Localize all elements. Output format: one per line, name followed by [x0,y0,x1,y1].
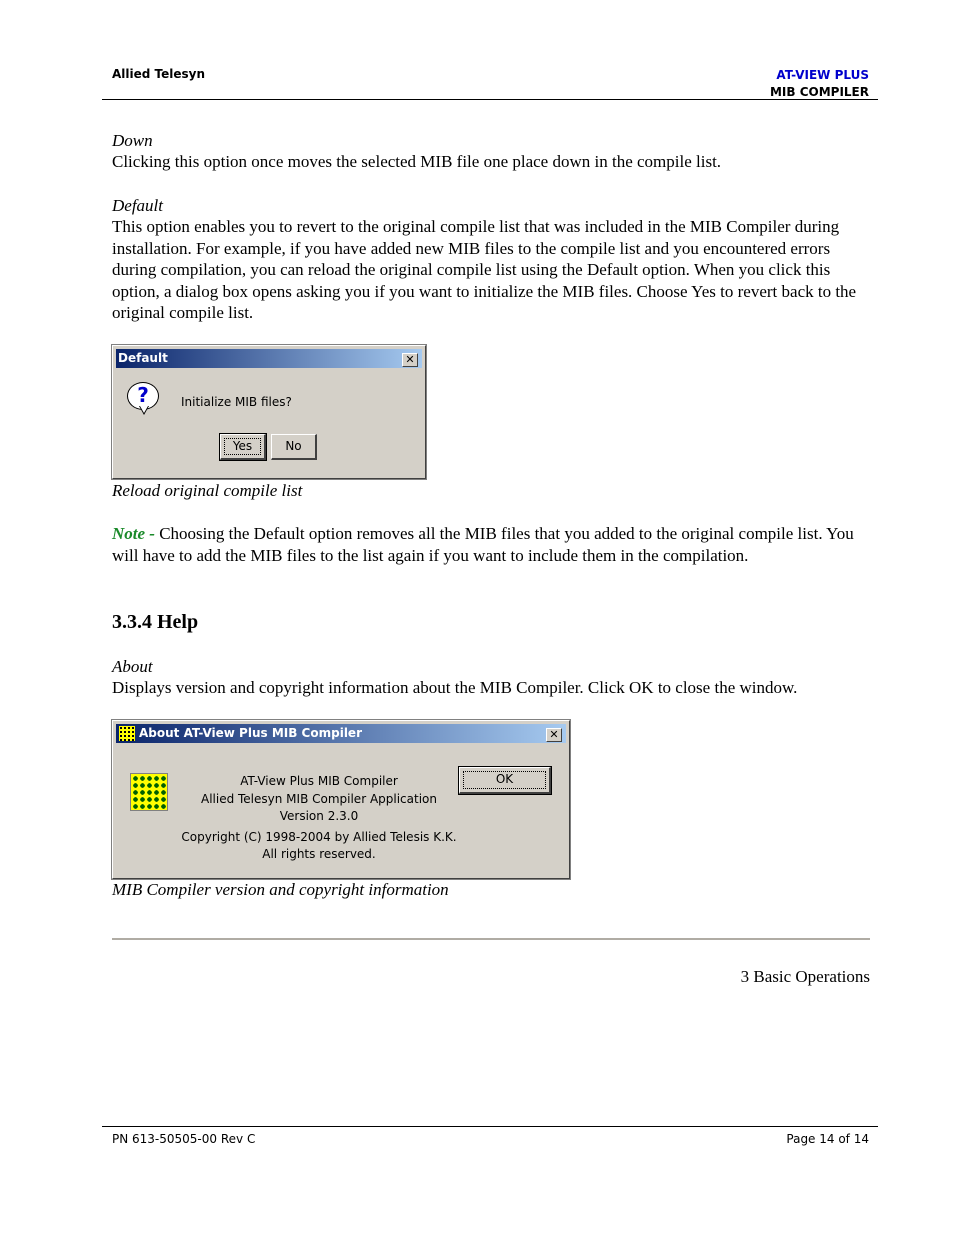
ok-button[interactable] [459,767,551,794]
down-title: Down [112,131,153,150]
about-dialog-title: About AT-View Plus MIB Compiler [139,726,362,740]
default-dialog-message: Initialize MIB files? [181,395,292,409]
part-number: PN 613-50505-00 Rev C [112,1132,256,1146]
about-dialog [112,720,570,879]
default-dialog-titlebar [116,349,422,368]
yes-label: Yes [232,439,253,453]
about-title: About [112,657,153,676]
header-product-line1: AT-VIEW PLUS [776,68,869,82]
close-icon[interactable]: ✕ [546,728,562,742]
default-title: Default [112,196,163,215]
page-number: Page 14 of 14 [786,1132,869,1146]
footer-section-name: 3 Basic Operations [740,967,870,986]
about-dialog-titlebar [116,724,566,743]
about-line5: All rights reserved. [262,847,376,861]
header-company: Allied Telesyn [112,67,206,81]
default-dialog-title: Default [118,351,168,365]
default-caption: Reload original compile list [112,481,303,500]
close-icon[interactable]: ✕ [402,353,418,367]
header-product-line2: MIB COMPILER [769,85,869,99]
question-icon [127,382,159,416]
ok-focus [463,771,546,789]
bottom-divider [102,1126,878,1127]
about-line2: Allied Telesyn MIB Compiler Application [200,791,437,806]
ok-label: OK [495,772,514,786]
question-glyph: ? [137,383,149,407]
header-divider [102,99,878,100]
no-button[interactable] [271,434,317,460]
footer-divider [112,938,870,940]
about-info [173,773,465,864]
default-dialog [112,345,426,479]
about-line3: Version 2.3.0 [279,809,359,823]
no-label: No [285,439,302,453]
about-line1: AT-View Plus MIB Compiler [240,774,398,788]
about-line4: Copyright (C) 1998-2004 by Allied Telesis K.K. [181,829,457,844]
yes-button[interactable] [220,434,266,460]
down-text: Clicking this option once moves the selected MIB file one place down in the compile list. [112,152,722,171]
default-text: This option enables you to revert to the original compile list that was included in the MIB Compiler during installation. For example, if you have added new MIB files to the compile list and you encountered errors during compilation, you can reload the original compile list using the Default option. When you click this option, a dialog box opens asking you if you want to initialize the MIB files. Choose Yes to revert back to the original compile list. [112,217,857,322]
help-heading: 3.3.4 Help [112,611,199,633]
about-caption: MIB Compiler version and copyright information [112,880,449,899]
note-label: Note - [112,524,155,543]
note-text: Choosing the Default option removes all the MIB files that you added to the original compile list. You will have to add the MIB files to the list again if you want to include them in the compilation. [112,524,854,565]
grid-logo-small-icon [119,726,135,741]
grid-logo-icon [130,773,168,811]
note [112,523,872,566]
header-product [770,67,869,101]
about-text: Displays version and copyright information about the MIB Compiler. Click OK to close the window. [112,678,798,697]
yes-focus [224,438,261,455]
